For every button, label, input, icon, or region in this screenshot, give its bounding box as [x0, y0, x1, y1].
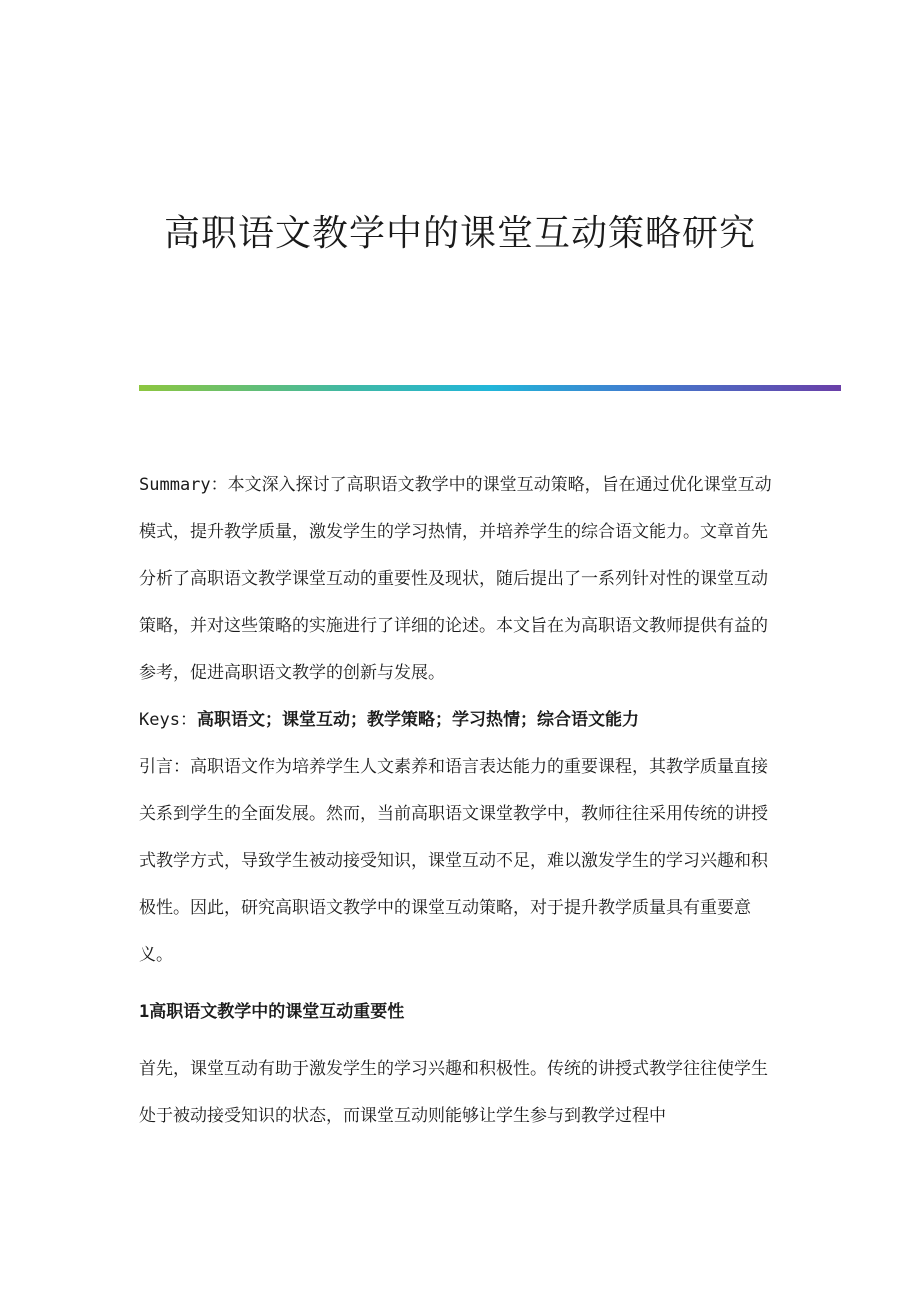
page-title: 高职语文教学中的课堂互动策略研究: [163, 213, 756, 254]
document-body: [139, 462, 781, 1140]
summary-label: Summary：: [139, 475, 228, 495]
intro-text: 高职语文作为培养学生人文素养和语言表达能力的重要课程，其教学质量直接关系到学生的全面发展。然而，当前高职语文课堂教学中，教师往往采用传统的讲授式教学方式，导致学生被动接受知识，课堂互动不足，难以激发学生的学习兴趣和积极性。因此，研究高职语文教学中的课堂互动策略，对于提升教学质量具有重要意义。: [139, 757, 768, 965]
summary-text: 本文深入探讨了高职语文教学中的课堂互动策略，旨在通过优化课堂互动模式，提升教学质量，激发学生的学习热情，并培养学生的综合语文能力。文章首先分析了高职语文教学课堂互动的重要性及现状，随后提出了一系列针对性的课堂互动策略，并对这些策略的实施进行了详细的论述。本文旨在为高职语文教师提供有益的参考，促进高职语文教学的创新与发展。: [139, 475, 772, 683]
keywords-line: [139, 697, 781, 744]
keys-label: Keys：: [139, 710, 197, 730]
section-paragraph: 首先，课堂互动有助于激发学生的学习兴趣和积极性。传统的讲授式教学往往使学生处于被动接受知识的状态，而课堂互动则能够让学生参与到教学过程中: [139, 1059, 768, 1126]
intro-label: 引言：: [139, 757, 190, 777]
section-heading: 1高职语文教学中的课堂互动重要性: [139, 1002, 405, 1022]
keys-text: 高职语文；课堂互动；教学策略；学习热情；综合语文能力: [196, 710, 639, 730]
gradient-divider: [139, 385, 841, 391]
summary-paragraph: [139, 462, 781, 697]
intro-paragraph: [139, 744, 781, 979]
